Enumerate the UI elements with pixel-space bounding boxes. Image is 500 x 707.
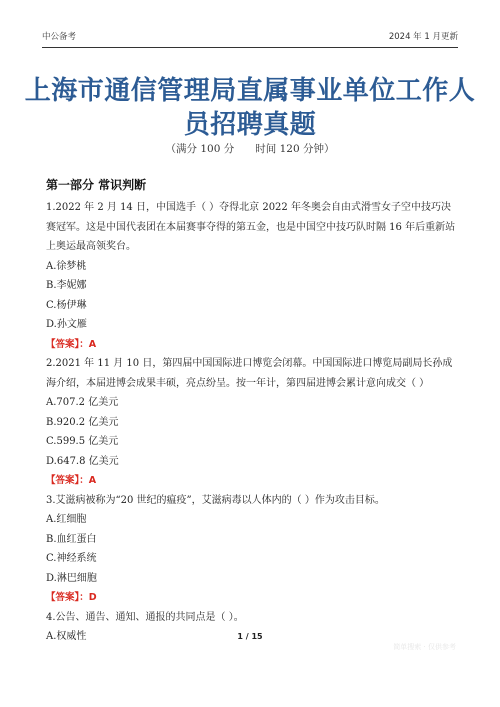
question-text: 2.2021 年 11 月 10 日，第四届中国国际进口博览会闭幕。中国国际进口博览局副局长孙成海介绍，本届进博会成果丰硕，亮点纷呈。按一年计，第四届进博会累计意向成交（ ） (46, 358, 453, 389)
page-header (42, 30, 458, 48)
answer-label: 【答案】：A (46, 338, 97, 350)
option-a: A.红细胞 (46, 514, 87, 525)
watermark-text: 简单搜索 · 仅供参考 (393, 643, 456, 651)
answer-label: 【答案】：A (46, 475, 97, 486)
question-text: 4.公告、通告、通知、通报的共同点是（ ）。 (46, 611, 244, 623)
option-c: C.杨伊琳 (46, 299, 87, 311)
option-d: D.647.8 亿美元 (46, 455, 119, 467)
question-list (46, 198, 458, 647)
option-b: B.血红蛋白 (46, 533, 97, 545)
section-heading: 第一部分 常识判断 (46, 178, 147, 192)
option-c: C.神经系统 (46, 553, 97, 564)
document-subtitle: （满分 100 分 时间 120 分钟） (165, 143, 335, 155)
option-b: B.920.2 亿美元 (46, 416, 119, 428)
option-b: B.李妮娜 (46, 280, 87, 291)
question-3 (46, 491, 458, 608)
option-d: D.淋巴细胞 (46, 572, 97, 584)
question-2 (46, 354, 458, 491)
page-number: 1 / 15 (237, 632, 263, 641)
header-left-text: 中公备考 (42, 32, 77, 42)
question-text: 3.艾滋病被称为“20 世纪的瘟疫”，艾滋病毒以人体内的（ ）作为攻击目标。 (46, 494, 385, 506)
option-a: A.707.2 亿美元 (46, 397, 119, 408)
option-d: D.孙文雁 (46, 319, 87, 330)
option-a: A.徐梦桃 (46, 260, 87, 272)
header-right-text: 2024 年 1 月更新 (388, 32, 458, 42)
question-text: 1.2022 年 2 月 14 日，中国选手（ ）夺得北京 2022 年冬奥会自由式滑雪女子空中技巧决赛冠军。这是中国代表团在本届赛事夺得的第五金，也是中国空中技巧队时隔 16 年后重新站上奥运最高领奖台。 (46, 202, 456, 252)
option-a: A.权威性 (46, 631, 87, 642)
answer-label: 【答案】：D (46, 592, 97, 603)
question-1 (46, 198, 458, 354)
document-title: 上海市通信管理局直属事业单位工作人员招聘真题 (24, 76, 476, 140)
option-c: C.599.5 亿美元 (46, 436, 119, 447)
